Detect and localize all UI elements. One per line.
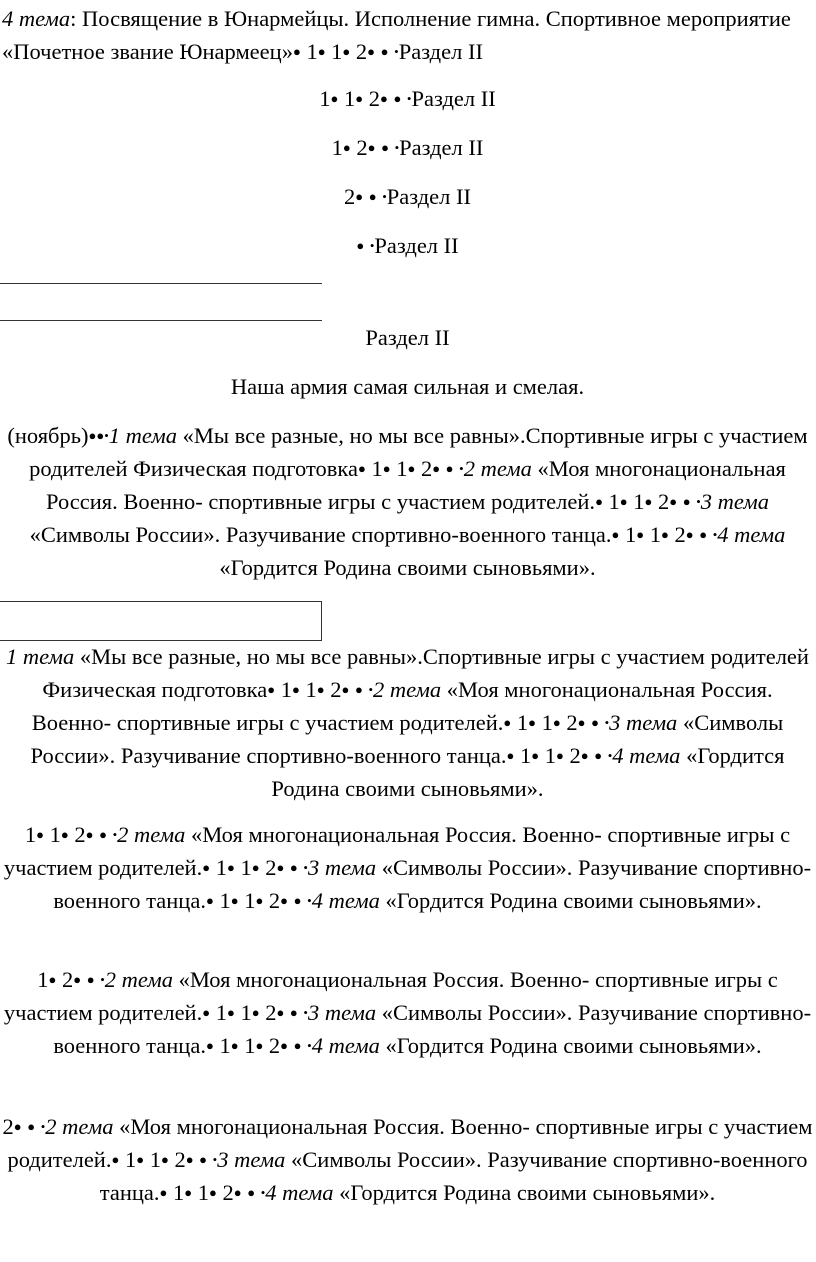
topic-number: 2 тема: [463, 456, 532, 481]
number: 1: [539, 743, 556, 768]
bullet-icon: ●: [36, 827, 45, 842]
bullet-icon: •: [307, 893, 312, 908]
bullet-icon: ●: [380, 44, 389, 59]
number: 2: [350, 135, 368, 160]
bullet-icon: ●: [503, 715, 512, 730]
bullet-icon: ●: [86, 972, 95, 987]
bullet-icon: ●: [99, 827, 107, 842]
number: 1: [627, 489, 645, 514]
section-heading: Раздел II: [365, 325, 450, 350]
number: 2: [652, 489, 670, 514]
paragraph-topics-2-4: [2, 818, 813, 917]
number: 1: [331, 135, 343, 160]
number: 1: [238, 888, 256, 913]
number: 1: [511, 710, 529, 735]
bullet-icon: ●: [316, 682, 325, 697]
topic-text: «Символы России». Разучивание спортивно-военного танца.: [29, 522, 612, 547]
section-label: Раздел II: [374, 233, 459, 258]
bullet-icon: ●: [111, 1152, 120, 1167]
bullet-icon: ●: [356, 238, 365, 253]
topic-text: «Моя многонациональная Россия. Военно- спортивные игры с участием родителей.: [46, 456, 786, 514]
number: 2: [2, 1114, 14, 1139]
topic-number: 3 тема: [700, 489, 769, 514]
bullet-icon: •: [394, 44, 399, 59]
bullet-icon: ●: [367, 44, 376, 59]
bullet-icon: ●: [531, 748, 540, 763]
bullet-icon: ●: [159, 1185, 168, 1200]
bullet-icon: ●: [289, 1005, 298, 1020]
bullet-icon: ●: [27, 1119, 36, 1134]
number: 1: [210, 1000, 227, 1025]
bullet-icon: ●: [185, 1152, 194, 1167]
topic-text: «Мы все разные, но мы все равны».Спортивные игры с участием родителей Физическая подготовка: [29, 423, 808, 481]
bullet-icon: •: [100, 972, 105, 987]
bullet-icon: ●: [357, 461, 366, 476]
topic-number: 4 тема: [265, 1180, 334, 1205]
bullet-icon: ●: [330, 91, 339, 106]
number: 1: [390, 456, 408, 481]
topic-text: «Гордится Родина своими сыновьями».: [219, 555, 596, 580]
number: 2: [263, 888, 281, 913]
bullet-icon: ●: [393, 91, 402, 106]
bullet-icon: ●: [233, 1185, 242, 1200]
bullet-icon: ●: [382, 461, 391, 476]
section-label: Раздел II: [411, 86, 496, 111]
number: 1: [325, 39, 343, 64]
bullet-icon: ●: [355, 189, 364, 204]
bullet-icon: ●: [251, 860, 260, 875]
bullet-icon: •: [104, 428, 109, 443]
topic-text: «Моя многонациональная Россия. Военно- спортивные игры с участием родителей.: [3, 822, 791, 880]
number: 1: [213, 1033, 231, 1058]
bullet-icon: ●: [611, 527, 620, 542]
number: 2: [259, 1000, 277, 1025]
bullet-icon: ●: [96, 428, 105, 443]
bullet-icon: •: [112, 827, 118, 842]
bullet-icon: ●: [580, 748, 589, 763]
bullet-icon: ●: [209, 1185, 217, 1200]
topic-text: «Символы России». Разучивание спортивно-военного танца.: [30, 710, 784, 768]
paragraph-topics-1-4: [2, 640, 813, 805]
bullet-icon: ●: [280, 893, 289, 908]
bullet-icon: ●: [255, 1038, 264, 1053]
number: 2: [263, 1033, 281, 1058]
number: 2: [216, 1180, 234, 1205]
number: 2: [563, 743, 581, 768]
topic-text: : Посвящение в Юнармейцы. Исполнение гимна. Спортивное мероприятие «Почетное звание Юнармеец»: [2, 6, 791, 64]
paragraph-section-ref: [2, 131, 813, 164]
number: 1: [119, 1147, 137, 1172]
bullet-icon: ●: [230, 1038, 239, 1053]
topic-number: 1 тема: [6, 644, 75, 669]
topic-text: «Символы России». Разучивание спортивно-военного танца.: [99, 1147, 808, 1205]
horizontal-rule: [0, 283, 322, 284]
bullet-icon: ●: [13, 1119, 22, 1134]
bullet-icon: ●: [445, 461, 454, 476]
bullet-icon: ●: [368, 189, 377, 204]
bullet-icon: ●: [552, 715, 561, 730]
bullet-icon: ●: [354, 682, 363, 697]
topic-number: 3 тема: [217, 1147, 286, 1172]
topic-text: «Гордится Родина своими сыновьями».: [379, 1033, 762, 1058]
empty-frame: [0, 601, 322, 641]
paragraph-topics-2-4: [2, 963, 813, 1062]
topic-number: 2 тема: [117, 822, 186, 847]
bullet-icon: ●: [591, 715, 599, 730]
bullet-icon: ●: [85, 827, 94, 842]
bullet-icon: •: [212, 1152, 218, 1167]
bullet-icon: ●: [88, 428, 97, 443]
number: 1: [234, 855, 252, 880]
bullet-icon: ●: [556, 748, 564, 763]
bullet-icon: ●: [276, 860, 285, 875]
bullet-icon: ●: [293, 893, 302, 908]
topic-number: 4 тема: [311, 888, 380, 913]
bullet-icon: ●: [342, 44, 351, 59]
bullet-icon: •: [712, 527, 718, 542]
bullet-icon: ●: [594, 748, 603, 763]
number: 1: [275, 677, 292, 702]
bullet-icon: ●: [160, 1152, 169, 1167]
number: 1: [338, 86, 356, 111]
bullet-icon: ●: [407, 461, 416, 476]
number: 1: [210, 855, 227, 880]
bullet-icon: ●: [136, 1152, 145, 1167]
bullet-icon: ●: [317, 44, 326, 59]
topic-number: 4 тема: [717, 522, 786, 547]
bullet-icon: ●: [48, 972, 57, 987]
topic-text: «Гордится Родина своими сыновьями».: [271, 743, 785, 801]
bullet-icon: •: [382, 189, 387, 204]
bullet-icon: •: [696, 494, 701, 509]
bullet-icon: ●: [202, 1005, 211, 1020]
topic-text: «Символы России». Разучивание спортивно-военного танца.: [53, 1000, 812, 1058]
bullet-icon: ●: [230, 893, 239, 908]
section-label: Раздел II: [399, 135, 484, 160]
bullet-icon: ●: [342, 140, 351, 155]
topic-text: «Символы России». Разучивание спортивно-военного танца.: [53, 855, 812, 913]
paragraph-section-ref: [2, 180, 813, 213]
bullet-icon: ●: [379, 91, 388, 106]
bullet-icon: ●: [685, 527, 694, 542]
number: 1: [213, 888, 231, 913]
number: 2: [343, 184, 356, 209]
bullet-icon: •: [307, 1038, 312, 1053]
number: 2: [415, 456, 433, 481]
bullet-icon: ●: [699, 527, 708, 542]
bullet-icon: ●: [205, 893, 214, 908]
section-label: Раздел II: [386, 184, 472, 209]
bullet-icon: •: [369, 238, 375, 253]
number: 1: [144, 1147, 161, 1172]
number: 2: [363, 86, 380, 111]
number: 1: [167, 1180, 185, 1205]
bullet-icon: ●: [528, 715, 536, 730]
number: 1: [619, 522, 637, 547]
bullet-icon: •: [260, 1185, 266, 1200]
bullet-icon: •: [406, 91, 412, 106]
number: 1: [44, 822, 61, 847]
bullet-icon: •: [394, 140, 400, 155]
topic-number: 2 тема: [373, 677, 442, 702]
topic-text: «Мы все разные, но мы все равны».Спортивные игры с участием родителей Физическая подготовка: [42, 644, 809, 702]
number: 2: [324, 677, 342, 702]
bullet-icon: ●: [293, 1038, 302, 1053]
bullet-icon: •: [459, 461, 464, 476]
topic-number: 4 тема: [612, 743, 681, 768]
number: 2: [259, 855, 277, 880]
topic-number: 2 тема: [45, 1114, 114, 1139]
bullet-icon: ●: [247, 1185, 256, 1200]
bullet-icon: ●: [267, 682, 276, 697]
bullet-icon: ●: [636, 527, 645, 542]
bullet-icon: ●: [341, 682, 350, 697]
number: 1: [234, 1000, 252, 1025]
paragraph-topics-2-4: [2, 1110, 813, 1209]
topic-text: «Моя многонациональная Россия. Военно- спортивные игры с участием родителей.: [31, 677, 773, 735]
number: 1: [24, 822, 37, 847]
bullet-icon: ●: [682, 494, 691, 509]
bullet-icon: •: [607, 748, 613, 763]
bullet-icon: ●: [432, 461, 441, 476]
bullet-icon: ●: [292, 44, 301, 59]
bullet-icon: •: [40, 1119, 46, 1134]
bullet-icon: ●: [292, 682, 300, 697]
bullet-icon: ●: [202, 860, 211, 875]
paragraph-november: [2, 419, 813, 584]
number: 2: [56, 967, 74, 992]
paragraph-section-ref: [2, 82, 813, 115]
number: 1: [514, 743, 532, 768]
bullet-icon: ●: [619, 494, 628, 509]
topic-number: 3 тема: [307, 1000, 377, 1025]
bullet-icon: ●: [255, 893, 264, 908]
topic-text: «Гордится Родина своими сыновьями».: [333, 1180, 716, 1205]
number: 1: [300, 39, 318, 64]
bullet-icon: ●: [355, 91, 364, 106]
number: 1: [536, 710, 553, 735]
number: 1: [192, 1180, 210, 1205]
bullet-icon: ●: [226, 860, 235, 875]
bullet-icon: ●: [60, 827, 69, 842]
number: 1: [319, 86, 331, 111]
topic-number: 4 тема: [311, 1033, 380, 1058]
bullet-icon: •: [303, 860, 308, 875]
number: 2: [68, 822, 86, 847]
bullet-icon: ●: [595, 494, 603, 509]
bullet-icon: ●: [577, 715, 586, 730]
bullet-icon: ●: [644, 494, 653, 509]
bullet-icon: ●: [289, 860, 298, 875]
bullet-icon: •: [368, 682, 373, 697]
bullet-icon: •: [303, 1005, 308, 1020]
bullet-icon: ●: [251, 1005, 260, 1020]
number: 1: [299, 677, 317, 702]
bullet-icon: ●: [199, 1152, 208, 1167]
bullet-icon: •: [604, 715, 610, 730]
number: 1: [644, 522, 661, 547]
topic-number: 3 тема: [307, 855, 377, 880]
number: 2: [168, 1147, 186, 1172]
bullet-icon: ●: [367, 140, 376, 155]
bullet-icon: ●: [280, 1038, 289, 1053]
month-label: (ноябрь): [7, 423, 89, 448]
number: 1: [238, 1033, 256, 1058]
bullet-icon: ●: [205, 1038, 214, 1053]
topic-text: «Гордится Родина своими сыновьями».: [379, 888, 762, 913]
section-title: Наша армия самая сильная и смелая.: [230, 374, 585, 399]
bullet-icon: ●: [276, 1005, 285, 1020]
bullet-icon: ●: [381, 140, 389, 155]
paragraph-section-ref: [2, 229, 813, 262]
number: 1: [37, 967, 49, 992]
bullet-icon: ●: [669, 494, 678, 509]
topic-number: 2 тема: [104, 967, 173, 992]
bullet-icon: ●: [73, 972, 82, 987]
number: 1: [602, 489, 620, 514]
paragraph-topic-4: [2, 2, 813, 68]
section-label: Раздел II: [398, 39, 483, 64]
number: 1: [365, 456, 383, 481]
number: 2: [560, 710, 578, 735]
bullet-icon: ●: [184, 1185, 193, 1200]
bullet-icon: ●: [506, 748, 515, 763]
topic-text: «Моя многонациональная Россия. Военно- спортивные игры с участием родителей.: [7, 1114, 813, 1172]
bullet-icon: ●: [660, 527, 669, 542]
bullet-icon: ●: [226, 1005, 235, 1020]
topic-number: 1 тема: [108, 423, 177, 448]
topic-text: «Моя многонациональная Россия. Военно- спортивные игры с участием родителей.: [3, 967, 778, 1025]
topic-number: 4 тема: [2, 6, 71, 31]
topic-number: 3 тема: [609, 710, 678, 735]
number: 2: [350, 39, 368, 64]
number: 2: [668, 522, 686, 547]
